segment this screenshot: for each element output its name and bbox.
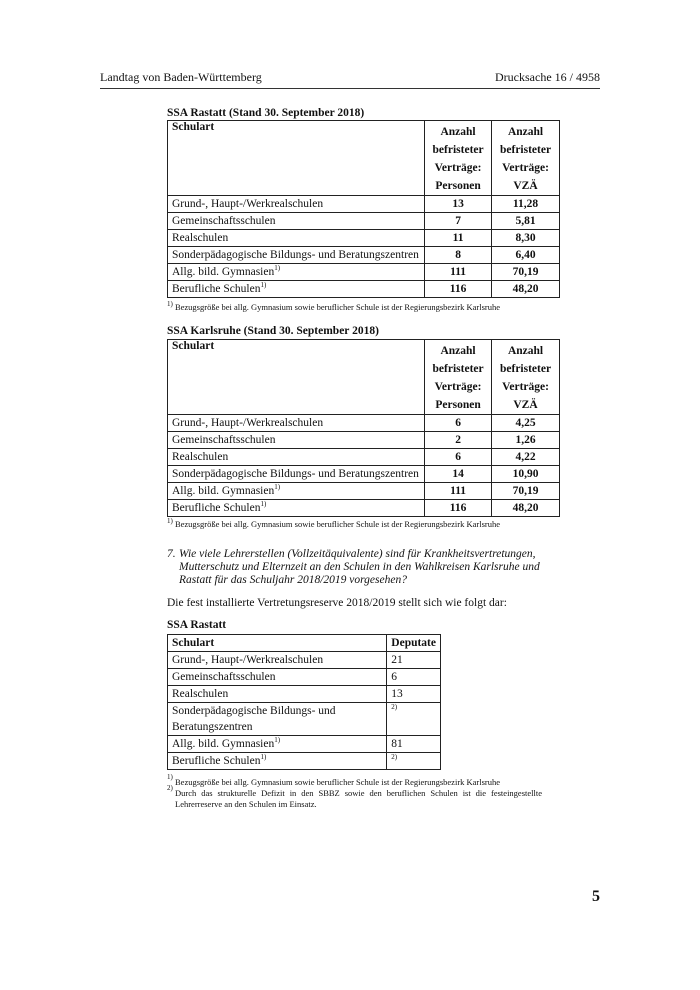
row-personen: 6: [425, 415, 492, 432]
table-row: [168, 213, 560, 230]
table3: [167, 634, 441, 770]
table3-footnotes: [167, 773, 542, 810]
row-label: Grund-, Haupt-/Werkrealschulen: [168, 652, 387, 669]
question-text: Wie viele Lehrerstellen (Vollzeitäquivalente) sind für Krankheitsvertretungen, Mutterschutz und Elternzeit an den Schulen in den Wahlkreisen Karlsruhe und Rastatt für das Schuljahr 2018/2019 vorgesehen?: [179, 548, 540, 586]
row-vza: 4,22: [492, 449, 560, 466]
row-label: Realschulen: [168, 449, 425, 466]
header-right: Drucksache 16 / 4958: [495, 70, 600, 84]
row-vza: 4,25: [492, 415, 560, 432]
table-row: [168, 736, 441, 753]
table-row: [168, 196, 560, 213]
table1: [167, 120, 560, 298]
table1-footnote: $^{1)}$ Bezugsgröße bei allg. Gymnasium sowie beruflicher Schule ist der Regierungsbezirk Karlsruhe: [167, 300, 501, 312]
table3-header-schulart: Schulart: [168, 635, 387, 652]
table2-header-schulart: Schulart: [168, 340, 425, 415]
row-label: Sonderpädagogische Bildungs- und Beratungszentren: [168, 703, 387, 736]
row-deputate: 6: [387, 669, 441, 686]
row-vza: 5,81: [492, 213, 560, 230]
table2-header-vza: Anzahl befristeter Verträge: VZÄ: [492, 340, 560, 415]
table3-footnote-1: 1) Bezugsgröße bei allg. Gymnasium sowie beruflicher Schule ist der Regierungsbezirk Karlsruhe: [167, 773, 501, 787]
row-personen: 13: [425, 196, 492, 213]
row-personen: 2: [425, 432, 492, 449]
row-label: Grund-, Haupt-/Werkrealschulen: [168, 415, 425, 432]
row-label: Berufliche Schulen$^{1)}$: [168, 281, 425, 298]
table-row: [168, 281, 560, 298]
row-vza: 6,40: [492, 247, 560, 264]
table-row: [168, 686, 441, 703]
row-deputate: 81: [387, 736, 441, 753]
row-personen: 14: [425, 466, 492, 483]
page-header: [100, 70, 600, 89]
table-row: [168, 449, 560, 466]
row-label: Allg. bild. Gymnasien$^{1)}$: [168, 483, 425, 500]
row-label: Gemeinschaftsschulen: [168, 213, 425, 230]
row-vza: 48,20: [492, 500, 560, 517]
row-personen: 116: [425, 500, 492, 517]
table-row: [168, 466, 560, 483]
table2-header-personen: Anzahl befristeter Verträge: Personen: [425, 340, 492, 415]
row-vza: 8,30: [492, 230, 560, 247]
row-personen: 8: [425, 247, 492, 264]
row-label: Sonderpädagogische Bildungs- und Beratungszentren: [168, 247, 425, 264]
row-vza: 48,20: [492, 281, 560, 298]
table2-footnote: $^{1)}$ Bezugsgröße bei allg. Gymnasium sowie beruflicher Schule ist der Regierungsbezirk Karlsruhe: [167, 517, 501, 529]
question-number: 7.: [167, 548, 176, 560]
header-left: Landtag von Baden-Württemberg: [100, 70, 262, 84]
row-label: Sonderpädagogische Bildungs- und Beratungszentren: [168, 466, 425, 483]
answer-intro: Die fest installierte Vertretungsreserve 2018/2019 stellt sich wie folgt dar:: [167, 597, 507, 609]
table2: [167, 339, 560, 517]
table3-footnote-2: 2) Durch das strukturelle Defizit in den SBBZ sowie den beruflichen Schulen ist die festeingestellte Lehrerreserve an den Schulen im Einsatz.: [167, 784, 542, 809]
row-label: Realschulen: [168, 686, 387, 703]
row-label: Berufliche Schulen$^{1)}$: [168, 500, 425, 517]
row-label: Allg. bild. Gymnasien$^{1)}$: [168, 736, 387, 753]
row-label: Berufliche Schulen$^{1)}$: [168, 753, 387, 770]
row-personen: 111: [425, 264, 492, 281]
page-number: 5: [592, 888, 600, 905]
row-personen: 116: [425, 281, 492, 298]
row-label: Grund-, Haupt-/Werkrealschulen: [168, 196, 425, 213]
row-deputate: 13: [387, 686, 441, 703]
row-label: Allg. bild. Gymnasien$^{1)}$: [168, 264, 425, 281]
row-deputate: 21: [387, 652, 441, 669]
table-row: [168, 669, 441, 686]
table-row: [168, 247, 560, 264]
table1-header-vza: Anzahl befristeter Verträge: VZÄ: [492, 121, 560, 196]
table-row: [168, 432, 560, 449]
table-row: [168, 230, 560, 247]
table1-header-personen: Anzahl befristeter Verträge: Personen: [425, 121, 492, 196]
table-row: [168, 703, 441, 736]
table-row: [168, 483, 560, 500]
row-vza: 1,26: [492, 432, 560, 449]
row-personen: 111: [425, 483, 492, 500]
table3-header-deputate: Deputate: [387, 635, 441, 652]
question-7: [167, 548, 547, 587]
table-row: [168, 415, 560, 432]
table-row: [168, 264, 560, 281]
row-personen: 11: [425, 230, 492, 247]
row-vza: 70,19: [492, 483, 560, 500]
table-row: [168, 652, 441, 669]
row-label: Gemeinschaftsschulen: [168, 432, 425, 449]
row-deputate: 2): [387, 703, 441, 736]
table-row: [168, 500, 560, 517]
row-label: Gemeinschaftsschulen: [168, 669, 387, 686]
row-deputate: 2): [387, 753, 441, 770]
table1-title: SSA Rastatt (Stand 30. September 2018): [167, 107, 365, 119]
row-vza: 70,19: [492, 264, 560, 281]
row-vza: 11,28: [492, 196, 560, 213]
table2-title: SSA Karlsruhe (Stand 30. September 2018): [167, 325, 379, 337]
row-personen: 7: [425, 213, 492, 230]
row-label: Realschulen: [168, 230, 425, 247]
row-personen: 6: [425, 449, 492, 466]
table3-title: SSA Rastatt: [167, 619, 227, 631]
row-vza: 10,90: [492, 466, 560, 483]
table-row: [168, 753, 441, 770]
table1-header-schulart: Schulart: [168, 121, 425, 196]
